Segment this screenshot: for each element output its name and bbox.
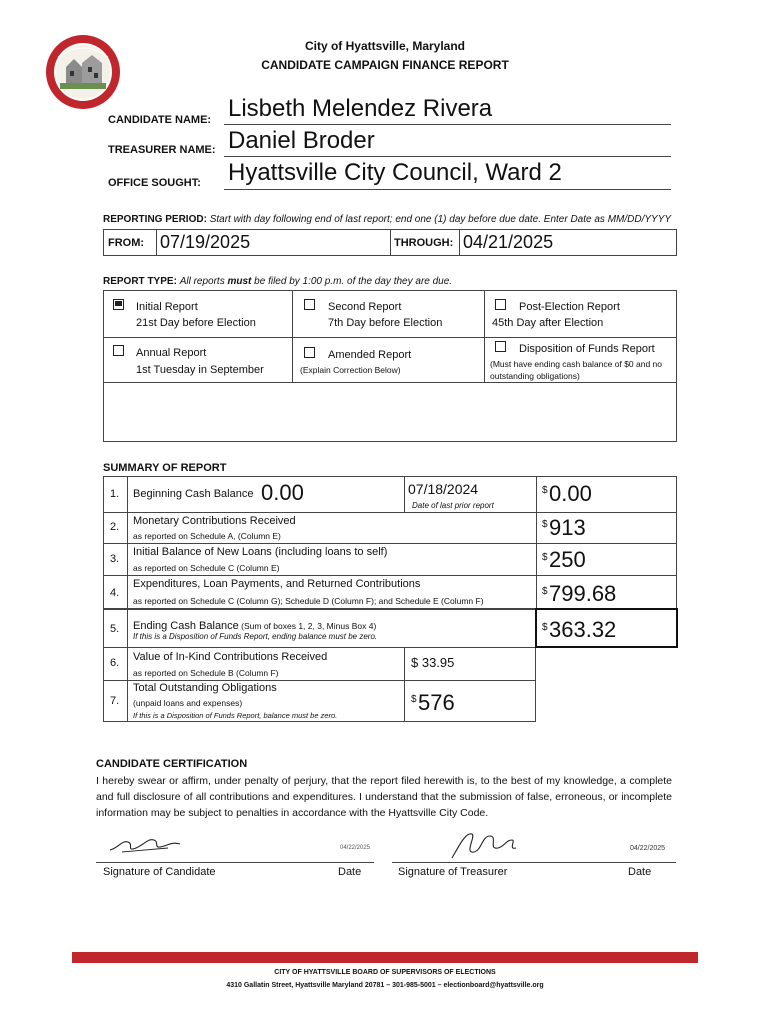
report-type-label: REPORT TYPE: (103, 276, 177, 287)
candidate-signature[interactable] (108, 828, 198, 858)
treasurer-signature[interactable] (448, 826, 520, 862)
treasurer-sign-date[interactable]: 04/22/2025 (630, 845, 666, 852)
row-1-amount[interactable]: 0.00 (549, 481, 592, 506)
annual-report-sub: 1st Tuesday in September (136, 364, 264, 376)
treasurer-name-line (224, 156, 671, 157)
row-4-sub: as reported on Schedule C (Column G); Schedule D (Column F); and Schedule E (Column F) (133, 596, 484, 606)
amended-report-checkbox[interactable] (304, 347, 315, 358)
candidate-date-label: Date (338, 866, 362, 878)
row-4-label: Expenditures, Loan Payments, and Returned Contributions (133, 578, 421, 590)
row-6-sub: as reported on Schedule B (Column F) (133, 668, 279, 678)
disposition-report-checkbox[interactable] (495, 341, 506, 352)
from-date-field[interactable]: 07/19/2025 (160, 232, 251, 252)
candidate-sign-date[interactable]: 04/22/2025 (340, 845, 371, 851)
row-6-num: 6. (110, 657, 120, 669)
row-5-amount[interactable]: 363.32 (549, 617, 617, 642)
row-7-sub2: If this is a Disposition of Funds Report, balance must be zero. (133, 711, 338, 720)
disposition-report-label: Disposition of Funds Report (519, 343, 655, 355)
explanation-area[interactable] (104, 383, 676, 441)
row-1-inline-value[interactable]: 0.00 (261, 480, 304, 505)
row-7-sub: (unpaid loans and expenses) (133, 698, 243, 708)
row-7-dollar: $ (411, 694, 417, 705)
candidate-name-line (224, 124, 671, 125)
certification-text: I hereby swear or affirm, under penalty of perjury, that the report filed herewith is, to the best of my knowledge, a complete and full disclosure of all contributions and expenditures. I understand that the submission of false, erroneous, or incomplete information may be subject to penalties in accordance with the Hyattsville City Code. (96, 775, 672, 819)
post-election-label: Post-Election Report (519, 301, 620, 313)
candidate-signature-label: Signature of Candidate (103, 866, 216, 878)
row-3-label: Initial Balance of New Loans (including loans to self) (133, 546, 388, 558)
row-2-dollar: $ (542, 519, 548, 530)
period-divider (156, 229, 157, 256)
row-1-date[interactable]: 07/18/2024 (408, 481, 479, 497)
treasurer-name-label: TREASURER NAME: (108, 144, 216, 156)
row-4-amount[interactable]: 799.68 (549, 581, 617, 606)
candidate-name-label: CANDIDATE NAME: (108, 114, 212, 126)
summary-title: SUMMARY OF REPORT (103, 462, 227, 474)
initial-report-label: Initial Report (136, 301, 198, 313)
row-7-num: 7. (110, 695, 120, 707)
through-date-field[interactable]: 04/21/2025 (463, 232, 554, 252)
row-2-sub: as reported on Schedule A, (Column E) (133, 531, 281, 541)
row-2-num: 2. (110, 521, 120, 533)
row-4-num: 4. (110, 587, 120, 599)
row-3-sub: as reported on Schedule C (Column E) (133, 563, 280, 573)
row-5-num: 5. (110, 623, 120, 635)
row-1-num: 1. (110, 488, 120, 500)
amended-report-sub: (Explain Correction Below) (300, 365, 401, 375)
row-5-dollar: $ (542, 622, 548, 633)
office-sought-value[interactable]: Hyattsville City Council, Ward 2 (228, 159, 562, 186)
row-2-label: Monetary Contributions Received (133, 515, 296, 527)
from-label: FROM: (108, 237, 145, 249)
row-6-label: Value of In-Kind Contributions Received (133, 651, 328, 663)
row-3-amount[interactable]: 250 (549, 547, 586, 572)
row-5-label: Ending Cash Balance (133, 620, 239, 632)
certification-title: CANDIDATE CERTIFICATION (96, 758, 248, 770)
annual-report-label: Annual Report (136, 347, 207, 359)
period-divider-2 (390, 229, 391, 256)
candidate-name-value[interactable]: Lisbeth Melendez Rivera (228, 95, 493, 122)
form-title: CANDIDATE CAMPAIGN FINANCE REPORT (261, 58, 509, 72)
post-election-sub: 45th Day after Election (492, 317, 604, 329)
reporting-period-line (103, 214, 671, 225)
row-1-dollar: $ (542, 485, 548, 496)
treasurer-date-label: Date (628, 866, 652, 878)
row-2-amount[interactable]: 913 (549, 515, 586, 540)
footer-line-2: 4310 Gallatin Street, Hyattsville Maryland 20781 – 301-985-5001 – electionboard@hyattsville.org (226, 982, 544, 989)
row-3-num: 3. (110, 553, 120, 565)
initial-report-checkbox[interactable] (113, 299, 124, 310)
row-4-dollar: $ (542, 586, 548, 597)
footer-line-1: CITY OF HYATTSVILLE BOARD OF SUPERVISORS OF ELECTIONS (274, 969, 496, 976)
disposition-report-sub: (Must have ending cash balance of $0 and no outstanding obligations) (490, 359, 663, 381)
row-6-amount[interactable]: $ 33.95 (411, 655, 455, 670)
treasurer-name-value[interactable]: Daniel Broder (228, 127, 375, 154)
annual-report-checkbox[interactable] (113, 345, 124, 356)
amended-report-label: Amended Report (328, 349, 412, 361)
row-7-label: Total Outstanding Obligations (133, 682, 277, 694)
row-3-dollar: $ (542, 552, 548, 563)
post-election-checkbox[interactable] (495, 299, 506, 310)
period-divider-3 (459, 229, 460, 256)
office-sought-line (224, 189, 671, 190)
second-report-checkbox[interactable] (304, 299, 315, 310)
row-1-label: Beginning Cash Balance (133, 488, 254, 500)
row-5-sub: If this is a Disposition of Funds Report, ending balance must be zero. (133, 632, 378, 641)
office-sought-label: OFFICE SOUGHT: (108, 177, 201, 189)
initial-report-sub: 21st Day before Election (136, 317, 256, 329)
header-city: City of Hyattsville, Maryland (304, 39, 466, 53)
row-1-date-caption: Date of last prior report (412, 501, 494, 510)
second-report-sub: 7th Day before Election (328, 317, 443, 329)
row-5-label-small: (Sum of boxes 1, 2, 3, Minus Box 4) (238, 621, 377, 631)
through-label: THROUGH: (394, 237, 454, 249)
report-type-line: REPORT TYPE: All reports must be filed by 1:00 p.m. of the day they are due. (103, 276, 453, 287)
reporting-period-label: REPORTING PERIOD: (103, 214, 207, 225)
second-report-label: Second Report (328, 301, 402, 313)
reporting-period-instructions: Start with day following end of last report; end one (1) day before due date. Enter Date as MM/DD/YYYY (209, 214, 672, 225)
footer-bar (72, 952, 698, 963)
treasurer-signature-label: Signature of Treasurer (398, 866, 508, 878)
row-7-amount[interactable]: 576 (418, 690, 455, 715)
